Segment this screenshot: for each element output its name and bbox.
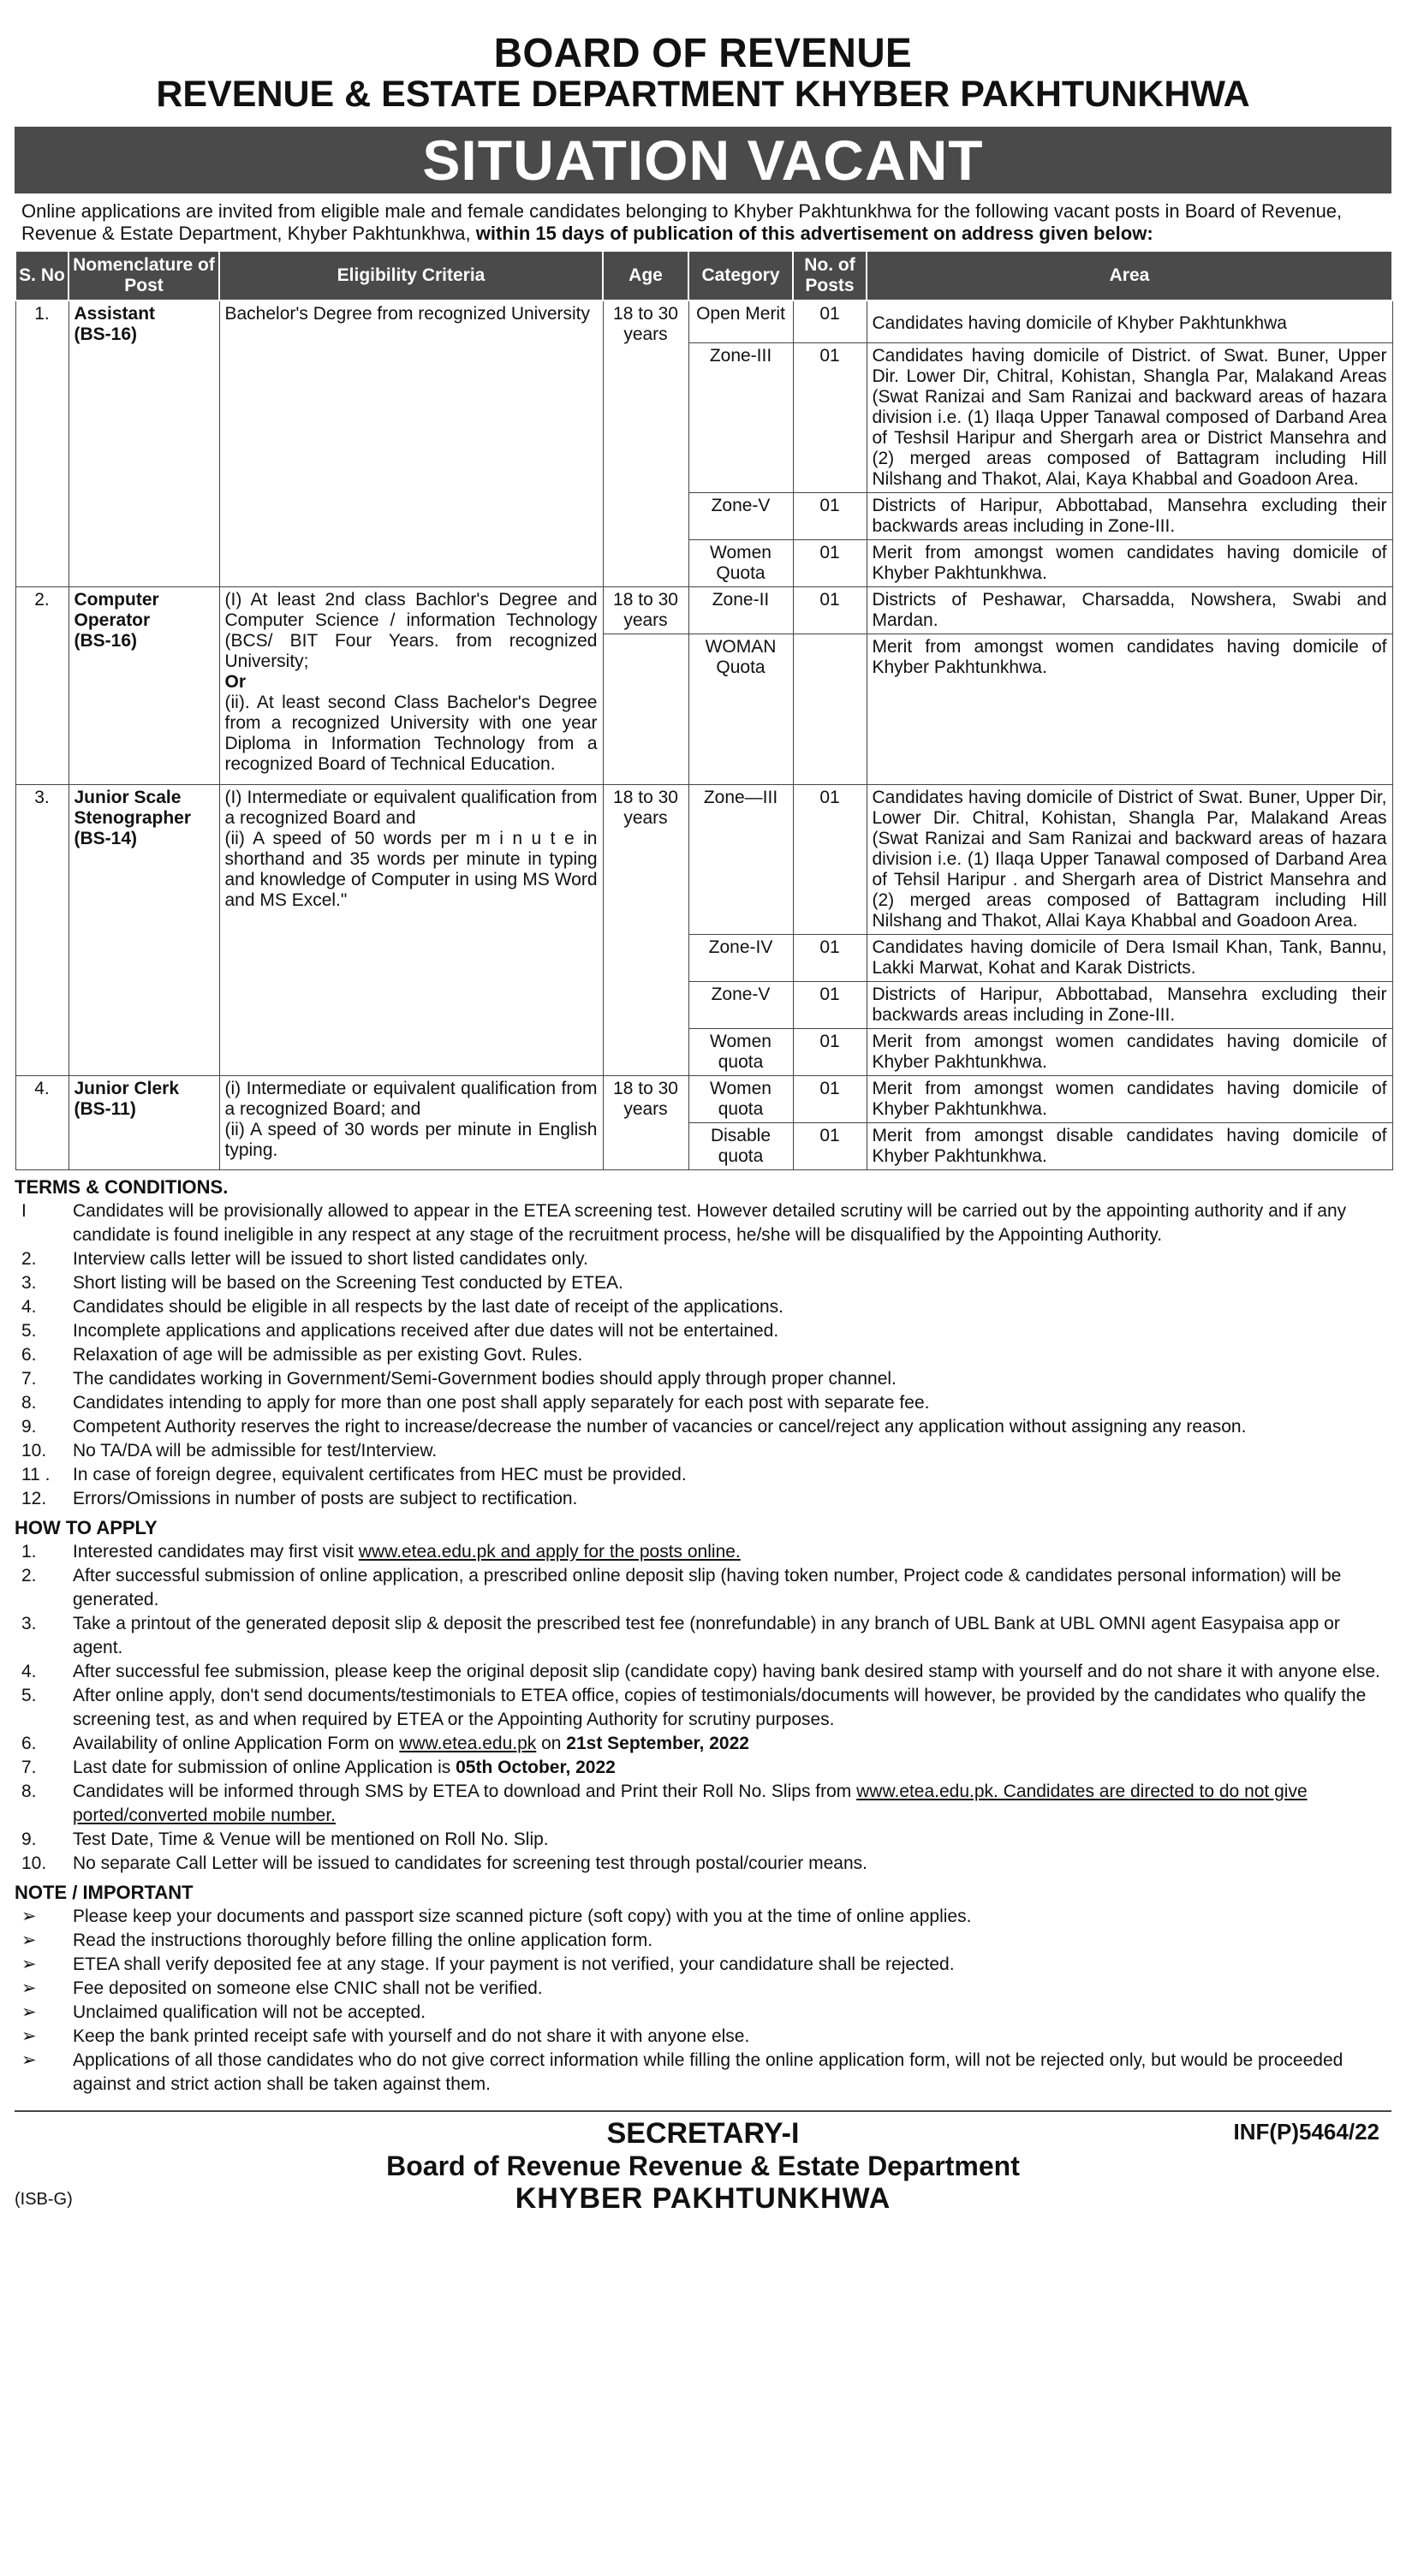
item-number: I	[21, 1201, 27, 1221]
table-row	[15, 587, 1392, 634]
bullet-arrow-icon: ➢	[21, 1978, 37, 1998]
item-number: 7.	[21, 1369, 37, 1389]
table-row	[15, 785, 1392, 935]
list-item	[15, 1756, 1391, 1780]
item-number: 4.	[21, 1297, 37, 1317]
list-item	[15, 1391, 1391, 1415]
item-number: 10.	[21, 1853, 47, 1873]
col-post: Nomenclature of Post	[69, 251, 219, 300]
intro-bold-text: within 15 days of publication of this advertisement on address given below:	[475, 223, 1153, 244]
table-row	[15, 300, 1392, 343]
item-text-main: Availability of online Application Form on	[73, 1734, 400, 1753]
item-text: Test Date, Time & Venue will be mentioned on Roll No. Slip.	[73, 1829, 549, 1849]
post-name: Assistant	[74, 304, 156, 324]
list-item	[15, 2025, 1391, 2049]
footer-secretary: SECRETARY-I	[606, 2117, 800, 2150]
cell-post	[69, 785, 219, 1076]
cell-age: 18 to 30 years	[603, 587, 688, 634]
footer-province: KHYBER PAKHTUNKHWA	[515, 2182, 891, 2215]
criteria-part-2: (ii). At least second Class Bachelor's Degree from a recognized University with one year Diploma in Information Technology from a recognized Board of Technical Education.	[224, 693, 598, 774]
list-item	[15, 1852, 1391, 1876]
cell-sno: 3.	[15, 785, 69, 1076]
item-number: 1.	[21, 1542, 37, 1562]
list-item	[15, 1439, 1391, 1463]
item-text: The candidates working in Government/Semi-Government bodies should apply through proper channel.	[73, 1369, 897, 1389]
bullet-arrow-icon: ➢	[21, 2026, 37, 2046]
cell-category: Women quota	[688, 1029, 793, 1076]
cell-posts: 01	[793, 1029, 867, 1076]
cell-area: Merit from amongst women candidates having domicile of Khyber Pakhtunkhwa.	[867, 1076, 1392, 1123]
post-name: Junior Clerk	[74, 1079, 180, 1098]
item-text: Candidates will be provisionally allowed to appear in the ETEA screening test. However detailed scrutiny will be carried out by the appointing authority and if any candidate is found ineligible in any respect at any stage of the recruitment process, he/she will be disqualified by the Appointing Authority.	[73, 1201, 1347, 1245]
cell-sno: 2.	[15, 587, 69, 785]
item-number: 11 .	[21, 1465, 51, 1484]
cell-posts: 01	[793, 540, 867, 587]
cell-posts: 01	[793, 1123, 867, 1170]
cell-area: Candidates having domicile of District. of Swat. Buner, Upper Dir. Lower Dir, Chitral, Kohistan, Shangla Par, Malakand Areas (Swat Ranizai and Sam Ranizai and backward areas of hazara division i.e. (1) Ilaqa Upper Tanawal composed of Darband Area of Teshsil Haripur and Shergarh area or District Mansehra and (2) merged areas composed of Battagram including Hill Nilshang and Thakot, Alai, Kaya Khabbal and Goadoon Area.	[867, 343, 1392, 493]
cell-sno: 4.	[15, 1076, 69, 1170]
intro-text: Online applications are invited from eligible male and female candidates belonging to Khyber Pakhtunkhwa for the following vacant posts in Board of Revenue, Revenue & Estate Department, Khyber Pakhtunkhwa,	[21, 200, 1343, 244]
cell-criteria	[219, 785, 603, 1076]
item-number: 5.	[21, 1321, 37, 1341]
col-sno: S. No	[15, 251, 69, 300]
advertisement-page	[15, 28, 1391, 2215]
bullet-arrow-icon: ➢	[21, 1931, 37, 1950]
cell-posts: 01	[793, 785, 867, 935]
item-text: Relaxation of age will be admissible as per existing Govt. Rules.	[73, 1345, 583, 1365]
cell-area: Districts of Peshawar, Charsadda, Nowshera, Swabi and Mardan.	[867, 587, 1392, 634]
item-text: Read the instructions thoroughly before filling the online application form.	[73, 1931, 653, 1950]
etea-link[interactable]: www.etea.edu.pk	[399, 1734, 537, 1753]
cell-area: Districts of Haripur, Abbottabad, Mansehra excluding their backwards areas including in Zone-III.	[867, 493, 1392, 540]
criteria-part-2: (ii) A speed of 30 words per minute in English typing.	[224, 1120, 598, 1160]
item-text	[73, 1780, 1391, 1828]
list-item	[15, 1564, 1391, 1612]
item-number: 3.	[21, 1273, 37, 1293]
item-text	[73, 1540, 1391, 1564]
item-text: Errors/Omissions in number of posts are subject to rectification.	[73, 1489, 578, 1508]
cell-criteria: Bachelor's Degree from recognized University	[219, 300, 603, 587]
col-category: Category	[688, 251, 793, 300]
table-header-row	[15, 251, 1392, 300]
item-text: After successful fee submission, please keep the original deposit slip (candidate copy) having bank desired stamp with yourself and do not share it with anyone else.	[73, 1662, 1380, 1681]
list-item	[15, 1463, 1391, 1487]
vacancy-table	[15, 250, 1393, 1170]
item-number: 2.	[21, 1566, 37, 1585]
cell-age: 18 to 30 years	[603, 785, 688, 1076]
item-number: 9.	[21, 1417, 37, 1437]
item-number: 3.	[21, 1614, 37, 1633]
item-text-tail: on	[536, 1734, 567, 1753]
item-text: After online apply, don't send documents/testimonials to ETEA office, copies of testimonials/documents will however, be provided by the candidates who qualify the screening test, as and when required by ETEA or the Appointing Authority for scrutiny purposes.	[73, 1686, 1367, 1729]
cell-area: Districts of Haripur, Abbottabad, Mansehra excluding their backwards areas including in Zone-III.	[867, 982, 1392, 1029]
item-text: Incomplete applications and applications received after due dates will not be entertained.	[73, 1321, 779, 1341]
cell-category: Open Merit	[688, 300, 793, 343]
list-item	[15, 1487, 1391, 1511]
cell-posts: 01	[793, 1076, 867, 1123]
col-area: Area	[867, 251, 1392, 300]
list-item	[15, 2001, 1391, 2025]
list-item	[15, 1953, 1391, 1977]
cell-posts: 01	[793, 587, 867, 634]
cell-category: Women Quota	[688, 540, 793, 587]
cell-age-empty	[603, 634, 688, 785]
criteria-part-2: (ii) A speed of 50 words per m i n u t e in shorthand and 35 words per minute in typing and knowledge of Computer in using MS Word and MS Excel."	[224, 829, 598, 910]
item-text: ETEA shall verify deposited fee at any stage. If your payment is not verified, your candidature shall be rejected.	[73, 1954, 955, 1974]
item-number: 12.	[21, 1489, 47, 1508]
list-item	[15, 1247, 1391, 1271]
item-text: After successful submission of online application, a prescribed online deposit slip (having token number, Project code & candidates personal information) will be generated.	[73, 1566, 1342, 1609]
cell-category: Zone-IV	[688, 935, 793, 982]
item-number: 8.	[21, 1782, 37, 1801]
cell-posts: 01	[793, 300, 867, 343]
item-text	[73, 1756, 1391, 1780]
item-text-main: Last date for submission of online Application is	[73, 1758, 456, 1777]
cell-category: Zone-V	[688, 982, 793, 1029]
post-name: Computer Operator	[74, 590, 159, 630]
list-item	[15, 1199, 1391, 1247]
item-number: 9.	[21, 1829, 37, 1849]
bullet-arrow-icon: ➢	[21, 2050, 37, 2070]
intro-paragraph	[15, 193, 1391, 250]
item-number: 5.	[21, 1686, 37, 1705]
list-item	[15, 1780, 1391, 1828]
cell-category: Zone-V	[688, 493, 793, 540]
col-posts: No. of Posts	[793, 251, 867, 300]
cell-area: Candidates having domicile of Khyber Pakhtunkhwa	[867, 300, 1392, 343]
post-scale: (BS-11)	[74, 1099, 136, 1119]
criteria-part-1: (I) At least 2nd class Bachlor's Degree and Computer Science / information Technology (BCS/ BIT Four Years. from recognized University;	[224, 590, 598, 671]
cell-category: Zone-III	[688, 343, 793, 493]
bullet-arrow-icon: ➢	[21, 1954, 37, 1974]
item-number: 2.	[21, 1249, 37, 1269]
notes-list	[15, 1905, 1391, 2097]
list-item	[15, 1319, 1391, 1343]
cell-posts: 01	[793, 493, 867, 540]
list-item	[15, 1295, 1391, 1319]
cell-category: Disable quota	[688, 1123, 793, 1170]
col-criteria: Eligibility Criteria	[219, 251, 603, 300]
etea-link[interactable]: www.etea.edu.pk. Candidates are directed to do not give ported/converted mobile number.	[73, 1782, 1308, 1825]
cell-area: Candidates having domicile of Dera Ismail Khan, Tank, Bannu, Lakki Marwat, Kohat and Karak Districts.	[867, 935, 1392, 982]
header	[15, 28, 1391, 115]
item-text	[73, 1732, 1391, 1756]
item-number: 7.	[21, 1758, 37, 1777]
col-age: Age	[603, 251, 688, 300]
cell-area: Merit from amongst women candidates having domicile of Khyber Pakhtunkhwa.	[867, 540, 1392, 587]
footer	[15, 2110, 1391, 2215]
post-name: Junior Scale Stenographer	[74, 788, 192, 828]
list-item	[15, 1828, 1391, 1852]
cell-posts: 01	[793, 982, 867, 1029]
list-item	[15, 1271, 1391, 1295]
item-text: No TA/DA will be admissible for test/Interview.	[73, 1441, 438, 1461]
how-to-apply-list	[15, 1540, 1391, 1876]
item-text: Keep the bank printed receipt safe with yourself and do not share it with anyone else.	[73, 2026, 750, 2046]
list-item	[15, 1540, 1391, 1564]
item-number: 8.	[21, 1393, 37, 1413]
inf-reference: INF(P)5464/22	[1233, 2119, 1379, 2145]
isb-code: (ISB-G)	[15, 2190, 73, 2209]
cell-posts: 01	[793, 343, 867, 493]
item-text: Candidates should be eligible in all respects by the last date of receipt of the applications.	[73, 1297, 784, 1317]
item-number: 6.	[21, 1734, 37, 1753]
list-item	[15, 1367, 1391, 1391]
cell-age: 18 to 30 years	[603, 1076, 688, 1170]
item-text-main: Candidates will be informed through SMS by ETEA to download and Print their Roll No. Slips from	[73, 1782, 857, 1801]
bullet-arrow-icon: ➢	[21, 2002, 37, 2022]
item-text: Unclaimed qualification will not be accepted.	[73, 2002, 426, 2022]
cell-category: Zone—III	[688, 785, 793, 935]
criteria-part-1: (i) Intermediate or equivalent qualification from a recognized Board; and	[224, 1079, 598, 1119]
item-text-main: Interested candidates may first visit	[73, 1542, 359, 1562]
list-item	[15, 1612, 1391, 1660]
cell-sno: 1.	[15, 300, 69, 587]
post-scale: (BS-16)	[74, 324, 138, 344]
list-item	[15, 2049, 1391, 2097]
cell-criteria	[219, 587, 603, 785]
cell-post	[69, 1076, 219, 1170]
item-text: Short listing will be based on the Screening Test conducted by ETEA.	[73, 1273, 623, 1293]
list-item	[15, 1684, 1391, 1732]
criteria-part-1: (I) Intermediate or equivalent qualification from a recognized Board and	[224, 788, 598, 828]
how-to-apply-title: HOW TO APPLY	[15, 1517, 158, 1538]
etea-link[interactable]: www.etea.edu.pk and apply for the posts online.	[358, 1542, 741, 1562]
table-row	[15, 1076, 1392, 1123]
list-item	[15, 1977, 1391, 2001]
cell-area: Merit from amongst disable candidates having domicile of Khyber Pakhtunkhwa.	[867, 1123, 1392, 1170]
cell-area: Merit from amongst women candidates having domicile of Khyber Pakhtunkhwa.	[867, 1029, 1392, 1076]
post-scale: (BS-16)	[74, 631, 138, 651]
cell-posts: 01	[793, 935, 867, 982]
cell-posts	[793, 634, 867, 785]
item-text: Fee deposited on someone else CNIC shall not be verified.	[73, 1978, 543, 1998]
cell-category: WOMAN Quota	[688, 634, 793, 785]
cell-criteria	[219, 1076, 603, 1170]
cell-area: Merit from amongst women candidates having domicile of Khyber Pakhtunkhwa.	[867, 634, 1392, 785]
item-text: Take a printout of the generated deposit slip & deposit the prescribed test fee (nonrefundable) in any branch of UBL Bank at UBL OMNI agent Easypaisa app or agent.	[73, 1614, 1340, 1657]
list-item	[15, 1415, 1391, 1439]
item-text: Please keep your documents and passport size scanned picture (soft copy) with you at the time of online applies.	[73, 1907, 972, 1926]
cell-age: 18 to 30 years	[603, 300, 688, 587]
cell-area: Candidates having domicile of District of Swat. Buner, Upper Dir, Lower Dir. Chitral, Kohistan, Shangla Par, Malakand Areas (Swat Ranizai and Sam Ranizai and backward areas of hazara division i.e. (1) Ilaqa Upper Tanawal composed of Darband Area of Tehsil Haripur . and Shergarh area of District Mansehra and (2) merged areas composed of Battagram including Hill Nilshang and Thakot, Allai Kaya Khabbal and Goadoon Area.	[867, 785, 1392, 935]
header-department: REVENUE & ESTATE DEPARTMENT KHYBER PAKHTUNKHWA	[156, 74, 1250, 115]
notes-title: NOTE / IMPORTANT	[15, 1882, 194, 1903]
criteria-or: Or	[224, 672, 247, 692]
cell-post	[69, 587, 219, 785]
last-date: 05th October, 2022	[456, 1758, 616, 1777]
cell-category: Zone-II	[688, 587, 793, 634]
cell-category: Women quota	[688, 1076, 793, 1123]
availability-date: 21st September, 2022	[566, 1734, 749, 1753]
terms-list	[15, 1199, 1391, 1511]
item-number: 10.	[21, 1441, 47, 1461]
bullet-arrow-icon: ➢	[21, 1907, 37, 1926]
item-text: In case of foreign degree, equivalent certificates from HEC must be provided.	[73, 1465, 687, 1484]
post-scale: (BS-14)	[74, 829, 138, 848]
item-text: Competent Authority reserves the right to increase/decrease the number of vacancies or cancel/reject any application without assigning any reason.	[73, 1417, 1247, 1437]
item-text: Interview calls letter will be issued to short listed candidates only.	[73, 1249, 588, 1269]
item-text: No separate Call Letter will be issued to candidates for screening test through postal/courier means.	[73, 1853, 867, 1873]
item-text: Candidates intending to apply for more than one post shall apply separately for each post with separate fee.	[73, 1393, 930, 1413]
situation-vacant-banner: SITUATION VACANT	[15, 127, 1391, 193]
item-text: Applications of all those candidates who do not give correct information while filling the online application form, will not be rejected only, but would be proceeded against and strict action shall be taken against them.	[73, 2050, 1343, 2094]
list-item	[15, 1905, 1391, 1929]
item-number: 6.	[21, 1345, 37, 1365]
terms-title: TERMS & CONDITIONS.	[15, 1176, 229, 1198]
list-item	[15, 1732, 1391, 1756]
list-item	[15, 1660, 1391, 1684]
cell-post	[69, 300, 219, 587]
list-item	[15, 1929, 1391, 1953]
list-item	[15, 1343, 1391, 1367]
header-title: BOARD OF REVENUE	[493, 28, 913, 76]
item-number: 4.	[21, 1662, 37, 1681]
footer-department: Board of Revenue Revenue & Estate Department	[386, 2151, 1020, 2181]
